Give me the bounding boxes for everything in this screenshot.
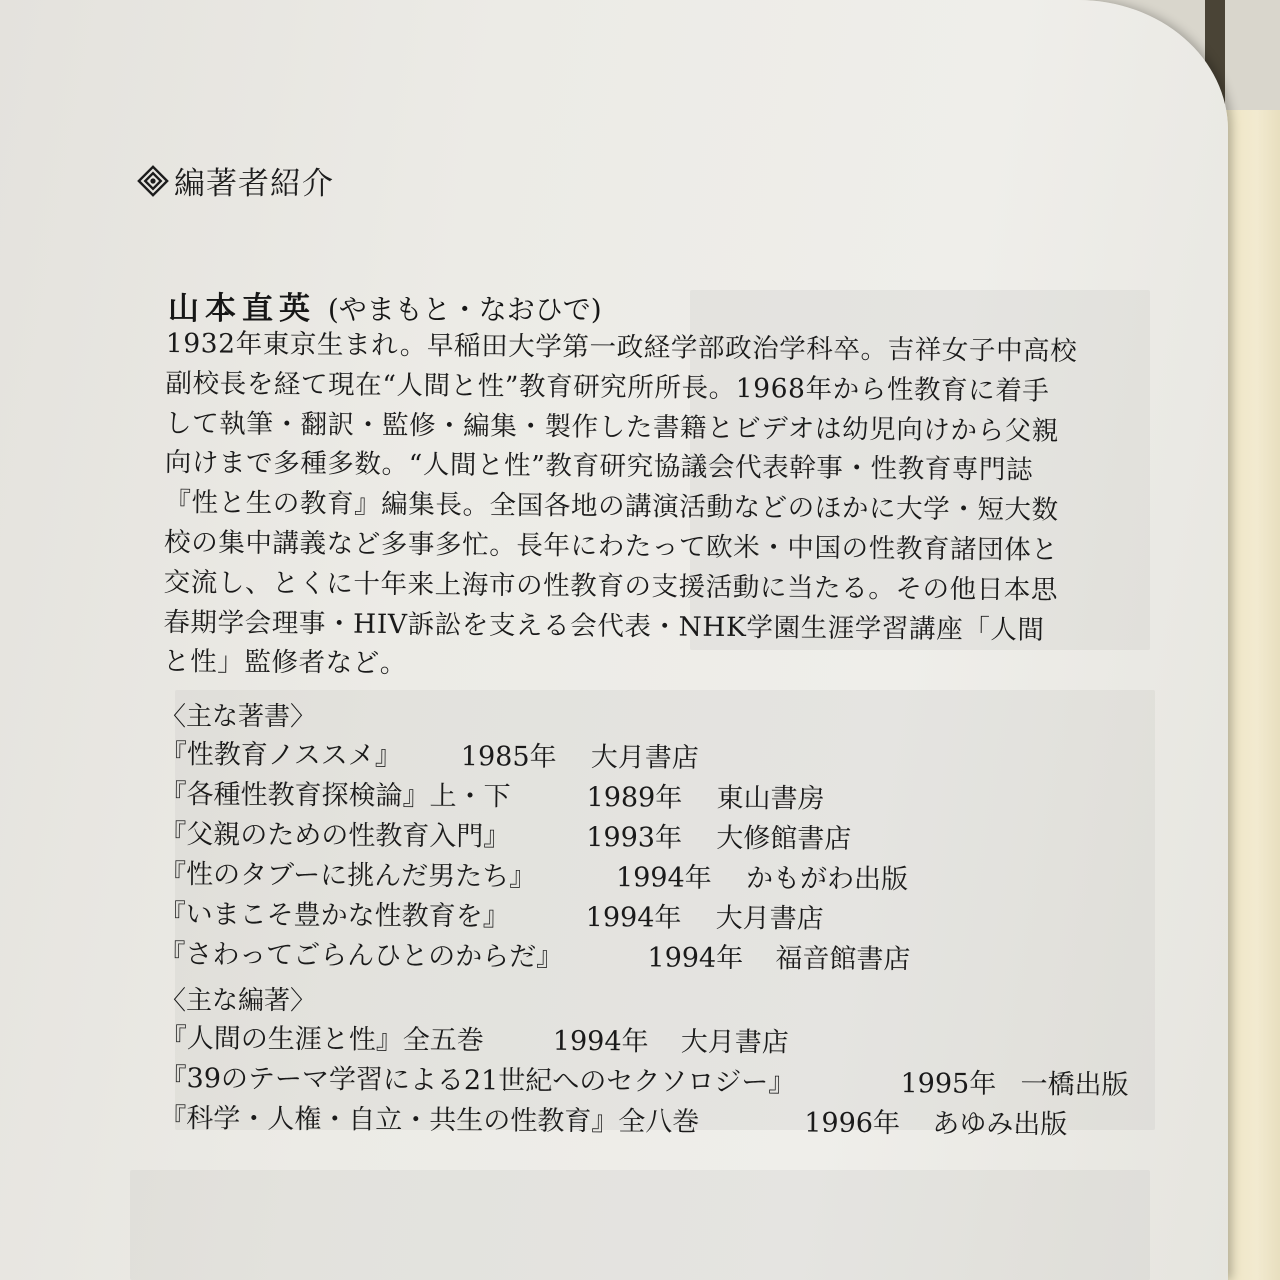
book-title: 『さわってごらんひとのからだ』 xyxy=(158,938,564,973)
book-title: 『性のタブーに挑んだ男たち』 xyxy=(158,858,537,893)
book-year: 1989年 xyxy=(586,781,683,814)
bio-line: 1932年東京生まれ。早稲田大学第一政経学部政治学科卒。吉祥女子中高校 xyxy=(165,327,1078,367)
bio-line: 向けまで多種多数。“人間と性”教育研究協議会代表幹事・性教育専門誌 xyxy=(164,447,1034,486)
bio-line: 春期学会理事・HIV訴訟を支える会代表・NHK学園生涯学習講座「人間 xyxy=(163,606,1045,646)
book-year: 1995年 xyxy=(900,1068,997,1100)
author-name-line xyxy=(168,283,602,328)
book-title: 『各種性教育探検論』上・下 xyxy=(159,778,511,813)
book-year: 1994年 xyxy=(647,942,744,975)
works-list xyxy=(158,735,911,976)
book-title: 『39のテーマ学習による21世紀へのセクソロジー』 xyxy=(159,1062,796,1099)
book-title: 『科学・人権・自立・共生の性教育』全八巻 xyxy=(159,1102,700,1138)
book-publisher: 大月書店 xyxy=(590,742,699,774)
bio-line: 交流し、とくに十年来上海市の性教育の支援活動に当たる。その他日本思 xyxy=(163,566,1059,606)
ornament-icon xyxy=(136,164,170,198)
bio-line: と性」監修者など。 xyxy=(162,646,408,680)
book-publisher: 東山書房 xyxy=(716,782,825,815)
author-biography xyxy=(163,324,1166,691)
bio-line: して執筆・翻訳・監修・編集・製作した書籍とビデオは幼児向けから父親 xyxy=(165,407,1060,447)
bio-line: 『性と生の教育』編集長。全国各地の講演活動などのほかに大学・短大数 xyxy=(164,487,1059,526)
book-publisher: 一橋出版 xyxy=(1020,1069,1129,1101)
book-title: 『性教育ノススメ』 xyxy=(159,738,402,772)
section-title: 編著者紹介 xyxy=(174,166,334,202)
bio-line: 副校長を経て現在“人間と性”教育研究所所長。1968年から性教育に着手 xyxy=(165,367,1050,407)
author-name: 山本直英 xyxy=(168,291,316,327)
book-year: 1994年 xyxy=(615,862,712,894)
book-year: 1994年 xyxy=(585,901,682,934)
book-title: 『いまこそ豊かな性教育を』 xyxy=(158,898,510,933)
book-publisher: 大月書店 xyxy=(715,902,824,935)
bleed-through-block xyxy=(130,1170,1150,1280)
book-publisher: 大修館書店 xyxy=(716,822,852,855)
bio-line: 校の集中講義など多事多忙。長年にわたって欧米・中国の性教育諸団体と xyxy=(163,526,1059,566)
book-title: 『人間の生涯と性』全五巻 xyxy=(159,1022,484,1057)
book-publisher: あゆみ出版 xyxy=(932,1108,1068,1141)
author-reading: (やまもと・なおひで) xyxy=(327,293,602,326)
next-page-edge xyxy=(1222,110,1280,1280)
section-header xyxy=(136,158,334,203)
book-year: 1996年 xyxy=(804,1107,901,1140)
works-heading: 〈主な著書〉 xyxy=(160,702,317,732)
book-year: 1985年 xyxy=(460,741,557,773)
edited-heading: 〈主な編著〉 xyxy=(160,986,317,1016)
book-publisher: 福音館書店 xyxy=(775,943,911,976)
edited-list xyxy=(159,1019,1129,1141)
book-title: 『父親のための性教育入門』 xyxy=(159,818,511,853)
book-year: 1993年 xyxy=(586,821,683,854)
book-publisher: 大月書店 xyxy=(680,1026,789,1059)
book-publisher: かもがわ出版 xyxy=(745,863,909,896)
book-year: 1994年 xyxy=(552,1025,649,1058)
